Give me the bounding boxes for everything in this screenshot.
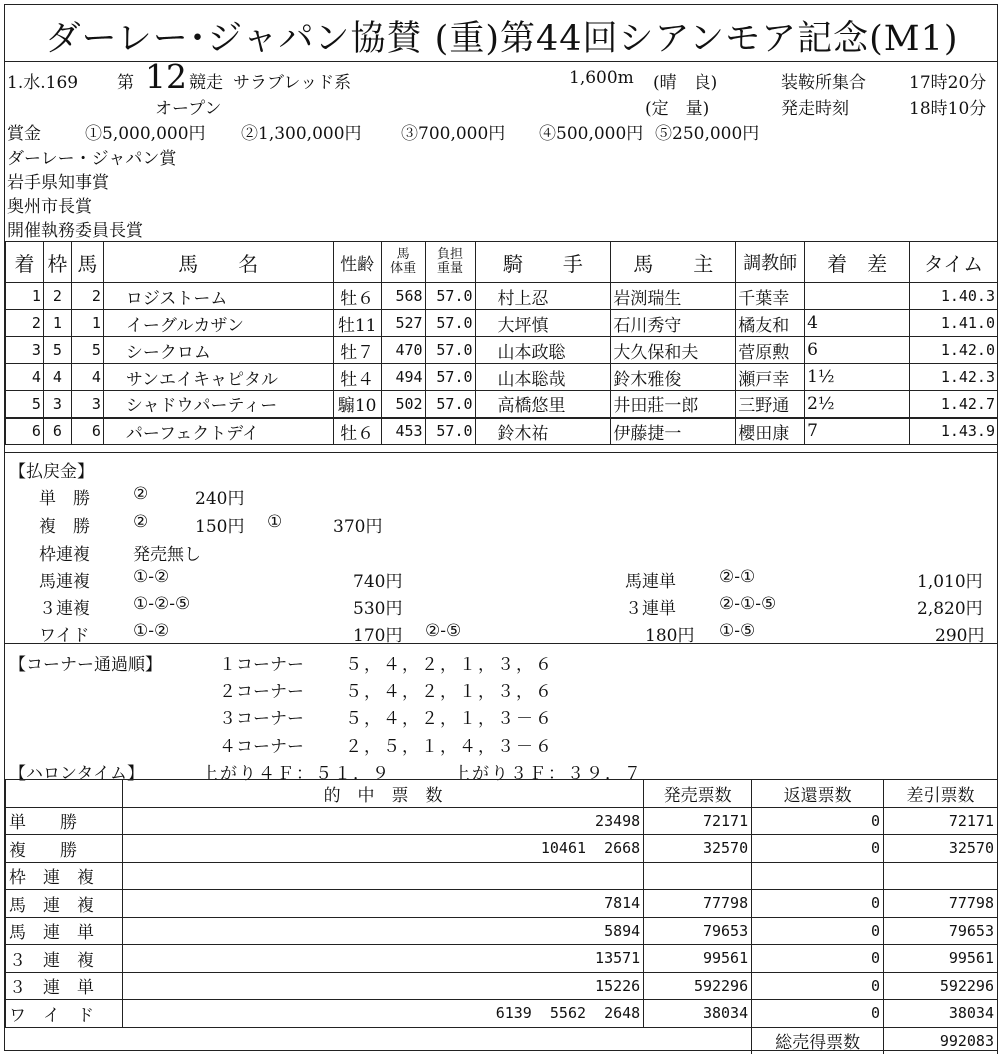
result-trainer: 千葉幸 xyxy=(736,283,805,310)
award-2: 岩手県知事賞 xyxy=(7,173,109,193)
fukusho-amount-2: 370円 xyxy=(333,517,383,537)
wide-amount-2: 180円 xyxy=(645,626,695,646)
umatan-label: 馬連単 xyxy=(625,572,676,592)
payout-heading: 【払戻金】 xyxy=(9,462,94,482)
corner-2-label: ２コーナー xyxy=(219,682,304,702)
umatan-amount: 1,010円 xyxy=(917,572,983,592)
corner-3-order: ５，４，２，１，３－６ xyxy=(345,709,554,729)
sales-header-blank xyxy=(6,780,123,808)
sales-net: 32570 xyxy=(884,835,998,863)
col-hits: 的 中 票 数 xyxy=(122,780,643,808)
sales-row xyxy=(6,1000,998,1028)
fukusho-combo-1: ② xyxy=(133,512,149,532)
corner-4-order: ２，５，１，４，３－６ xyxy=(345,737,554,757)
result-row xyxy=(6,337,998,364)
result-no: 3 xyxy=(71,391,103,418)
result-burden: 57.0 xyxy=(425,337,475,364)
assembly-time: 17時20分 xyxy=(909,73,987,93)
sales-hits: 7814 xyxy=(122,890,643,918)
result-row xyxy=(6,418,998,445)
prize-label: 賞金 xyxy=(7,124,41,144)
col-sold: 発売票数 xyxy=(644,780,752,808)
result-trainer: 三野通 xyxy=(736,391,805,418)
result-owner: 伊藤捷一 xyxy=(611,418,736,445)
col-burden-top: 負担 xyxy=(437,247,464,262)
result-margin xyxy=(805,283,910,310)
result-row xyxy=(6,391,998,418)
race-title: ダーレー･ジャパン協賛 (重)第44回シアンモア記念(M1) xyxy=(45,19,959,59)
tansho-amount: 240円 xyxy=(195,489,245,509)
wide-amount-3: 290円 xyxy=(935,626,985,646)
result-rank: 2 xyxy=(6,310,44,337)
result-jockey: 高橋悠里 xyxy=(475,391,611,418)
umaren-label: 馬連複 xyxy=(39,572,90,592)
race-prefix: 第 xyxy=(117,73,134,93)
sales-net: 38034 xyxy=(884,1000,998,1028)
col-weight-top: 馬 xyxy=(396,247,410,262)
sales-net xyxy=(884,862,998,890)
corner-4-label: ４コーナー xyxy=(219,737,304,757)
prize-5: ⑤250,000円 xyxy=(655,124,760,144)
sales-sold: 79653 xyxy=(644,917,752,945)
sales-label: 枠 連 複 xyxy=(6,862,123,890)
col-refund: 返還票数 xyxy=(752,780,884,808)
result-weight: 568 xyxy=(381,283,425,310)
result-no: 5 xyxy=(71,337,103,364)
result-frame: 3 xyxy=(43,391,71,418)
col-sex-age: 性齢 xyxy=(333,242,381,283)
sales-row xyxy=(6,917,998,945)
distance: 1,600m xyxy=(569,68,634,88)
fukusho-amount-1: 150円 xyxy=(195,517,245,537)
sanrenpuku-amount: 530円 xyxy=(353,599,403,619)
umaren-amount: 740円 xyxy=(353,572,403,592)
sales-label: 単 勝 xyxy=(6,807,123,835)
sales-refund: 0 xyxy=(752,917,884,945)
result-margin: 2½ xyxy=(805,391,910,418)
sales-net: 592296 xyxy=(884,972,998,1000)
umatan-combo: ②-① xyxy=(719,567,756,587)
result-row xyxy=(6,310,998,337)
prize-1: ①5,000,000円 xyxy=(85,124,206,144)
sanrenpuku-label: ３連複 xyxy=(39,599,90,619)
result-time: 1.43.9 xyxy=(910,418,998,445)
result-name: シークロム xyxy=(103,337,333,364)
sales-sold: 72171 xyxy=(644,807,752,835)
result-burden: 57.0 xyxy=(425,418,475,445)
result-frame: 2 xyxy=(43,283,71,310)
sales-total-row xyxy=(6,1027,998,1054)
result-sexage: 牡６ xyxy=(333,418,381,445)
col-weight-bottom: 体重 xyxy=(390,261,417,276)
sales-refund: 0 xyxy=(752,835,884,863)
col-trainer: 調教師 xyxy=(736,242,805,283)
sales-label: 馬 連 単 xyxy=(6,917,123,945)
sales-label: 複 勝 xyxy=(6,835,123,863)
result-burden: 57.0 xyxy=(425,364,475,391)
result-name: サンエイキャピタル xyxy=(103,364,333,391)
result-rank: 6 xyxy=(6,418,44,445)
result-weight: 502 xyxy=(381,391,425,418)
sales-net: 99561 xyxy=(884,945,998,973)
sales-label: ３ 連 複 xyxy=(6,945,123,973)
col-frame: 枠 xyxy=(43,242,71,283)
col-burden xyxy=(425,242,475,283)
sales-hits: 10461 2668 xyxy=(122,835,643,863)
result-owner: 岩渕瑞生 xyxy=(611,283,736,310)
tansho-label: 単 勝 xyxy=(39,489,90,509)
umaren-combo: ①-② xyxy=(133,567,170,587)
sales-hits: 23498 xyxy=(122,807,643,835)
result-burden: 57.0 xyxy=(425,310,475,337)
sales-sold: 38034 xyxy=(644,1000,752,1028)
sales-table xyxy=(5,779,998,1054)
sales-row xyxy=(6,972,998,1000)
award-4: 開催執務委員長賞 xyxy=(7,221,143,241)
result-row xyxy=(6,283,998,310)
result-margin: 4 xyxy=(805,310,910,337)
sales-hits: 5894 xyxy=(122,917,643,945)
result-no: 1 xyxy=(71,310,103,337)
result-rank: 3 xyxy=(6,337,44,364)
sales-refund: 0 xyxy=(752,1000,884,1028)
wide-label: ワイド xyxy=(39,626,90,646)
col-jockey: 騎 手 xyxy=(475,242,611,283)
last-3f: 上がり３Ｆ：３９．７ xyxy=(453,764,643,784)
results-table xyxy=(5,241,998,445)
sanrenpuku-combo: ①-②-⑤ xyxy=(133,594,191,614)
corner-1-order: ５，４，２，１，３，６ xyxy=(345,655,554,675)
corner-1-label: １コーナー xyxy=(219,655,304,675)
award-3: 奥州市長賞 xyxy=(7,197,92,217)
result-rank: 4 xyxy=(6,364,44,391)
result-time: 1.42.0 xyxy=(910,337,998,364)
col-horse-no: 馬 xyxy=(71,242,103,283)
sales-row xyxy=(6,807,998,835)
sales-row xyxy=(6,862,998,890)
race-number: 12 xyxy=(145,57,187,96)
sales-sold: 77798 xyxy=(644,890,752,918)
start-label: 発走時刻 xyxy=(781,99,849,119)
result-time: 1.40.3 xyxy=(910,283,998,310)
sales-label: 馬 連 複 xyxy=(6,890,123,918)
result-burden: 57.0 xyxy=(425,283,475,310)
result-jockey: 山本聡哉 xyxy=(475,364,611,391)
date-venue: 1.水.169 xyxy=(7,73,79,93)
result-owner: 井田莊一郎 xyxy=(611,391,736,418)
furlong-heading: 【ハロンタイム】 xyxy=(9,764,144,784)
wide-combo-2: ②-⑤ xyxy=(425,621,462,641)
sales-refund: 0 xyxy=(752,807,884,835)
result-rank: 1 xyxy=(6,283,44,310)
wakuren-text: 発売無し xyxy=(133,545,201,565)
col-rank: 着 xyxy=(6,242,44,283)
fukusho-combo-2: ① xyxy=(267,512,283,532)
prize-4: ④500,000円 xyxy=(539,124,644,144)
sales-sold: 592296 xyxy=(644,972,752,1000)
result-time: 1.41.0 xyxy=(910,310,998,337)
sanrentan-combo: ②-①-⑤ xyxy=(719,594,777,614)
sales-row xyxy=(6,945,998,973)
sales-hits: 13571 xyxy=(122,945,643,973)
sales-refund: 0 xyxy=(752,972,884,1000)
race-class: オープン xyxy=(155,99,222,119)
result-no: 4 xyxy=(71,364,103,391)
sales-sold xyxy=(644,862,752,890)
wakuren-label: 枠連複 xyxy=(39,545,90,565)
result-owner: 大久保和夫 xyxy=(611,337,736,364)
total-value: 992083 xyxy=(884,1027,998,1054)
result-trainer: 橘友和 xyxy=(736,310,805,337)
sales-refund: 0 xyxy=(752,945,884,973)
result-time: 1.42.7 xyxy=(910,391,998,418)
col-horse-name: 馬 名 xyxy=(103,242,333,283)
sales-sold: 32570 xyxy=(644,835,752,863)
result-no: 2 xyxy=(71,283,103,310)
result-owner: 石川秀守 xyxy=(611,310,736,337)
tansho-combo: ② xyxy=(133,484,149,504)
race-suffix: 競走 xyxy=(189,73,223,93)
sales-hits: 15226 xyxy=(122,972,643,1000)
result-burden: 57.0 xyxy=(425,391,475,418)
sanrentan-label: ３連単 xyxy=(625,599,676,619)
result-trainer: 瀬戸幸 xyxy=(736,364,805,391)
result-jockey: 山本政聡 xyxy=(475,337,611,364)
col-owner: 馬 主 xyxy=(611,242,736,283)
result-sexage: 牡４ xyxy=(333,364,381,391)
corner-heading: 【コーナー通過順】 xyxy=(9,655,162,675)
sales-header-row xyxy=(6,780,998,808)
fukusho-label: 複 勝 xyxy=(39,517,90,537)
result-row xyxy=(6,364,998,391)
result-jockey: 鈴木祐 xyxy=(475,418,611,445)
col-weight xyxy=(381,242,425,283)
results-header-row xyxy=(6,242,998,283)
sales-refund: 0 xyxy=(752,890,884,918)
start-time: 18時10分 xyxy=(909,99,987,119)
sanrentan-amount: 2,820円 xyxy=(917,599,983,619)
corner-3-label: ３コーナー xyxy=(219,709,304,729)
divider xyxy=(5,452,997,453)
result-jockey: 村上忍 xyxy=(475,283,611,310)
result-name: イーグルカザン xyxy=(103,310,333,337)
result-owner: 鈴木雅俊 xyxy=(611,364,736,391)
weight-rule: (定 量) xyxy=(645,99,710,119)
result-weight: 494 xyxy=(381,364,425,391)
col-net: 差引票数 xyxy=(884,780,998,808)
total-blank xyxy=(6,1027,752,1054)
sales-net: 72171 xyxy=(884,807,998,835)
wide-combo-1: ①-② xyxy=(133,621,170,641)
col-time: タイム xyxy=(910,242,998,283)
result-weight: 470 xyxy=(381,337,425,364)
sales-row xyxy=(6,835,998,863)
result-margin: 7 xyxy=(805,418,910,445)
sales-row xyxy=(6,890,998,918)
divider xyxy=(5,643,997,644)
sales-refund xyxy=(752,862,884,890)
wide-combo-3: ①-⑤ xyxy=(719,621,756,641)
sales-net: 77798 xyxy=(884,890,998,918)
result-name: パーフェクトデイ xyxy=(103,418,333,445)
result-frame: 6 xyxy=(43,418,71,445)
prize-3: ③700,000円 xyxy=(401,124,506,144)
col-margin: 着 差 xyxy=(805,242,910,283)
result-weight: 527 xyxy=(381,310,425,337)
result-sexage: 牡７ xyxy=(333,337,381,364)
total-label: 総売得票数 xyxy=(752,1027,884,1054)
sales-label: ３ 連 単 xyxy=(6,972,123,1000)
result-jockey: 大坪慎 xyxy=(475,310,611,337)
sales-hits xyxy=(122,862,643,890)
result-time: 1.42.3 xyxy=(910,364,998,391)
assembly-label: 装鞍所集合 xyxy=(781,73,866,93)
result-frame: 1 xyxy=(43,310,71,337)
award-1: ダーレー・ジャパン賞 xyxy=(7,149,177,169)
result-name: ロジストーム xyxy=(103,283,333,310)
sales-net: 79653 xyxy=(884,917,998,945)
result-sexage: 牡６ xyxy=(333,283,381,310)
result-trainer: 櫻田康 xyxy=(736,418,805,445)
sales-label: ワ イ ド xyxy=(6,1000,123,1028)
sales-hits: 6139 5562 2648 xyxy=(122,1000,643,1028)
result-trainer: 菅原勲 xyxy=(736,337,805,364)
result-frame: 4 xyxy=(43,364,71,391)
result-weight: 453 xyxy=(381,418,425,445)
result-no: 6 xyxy=(71,418,103,445)
col-burden-bottom: 重量 xyxy=(437,261,464,276)
breed: サラブレッド系 xyxy=(233,73,352,93)
result-sheet xyxy=(4,4,998,1054)
result-margin: 6 xyxy=(805,337,910,364)
result-margin: 1½ xyxy=(805,364,910,391)
wide-amount-1: 170円 xyxy=(353,626,403,646)
last-4f: 上がり４Ｆ：５１．９ xyxy=(201,764,391,784)
sales-sold: 99561 xyxy=(644,945,752,973)
result-frame: 5 xyxy=(43,337,71,364)
result-name: シャドウパーティー xyxy=(103,391,333,418)
result-rank: 5 xyxy=(6,391,44,418)
weather: (晴 良) xyxy=(653,73,718,93)
result-sexage: 牡11 xyxy=(333,310,381,337)
corner-2-order: ５，４，２，１，３，６ xyxy=(345,682,554,702)
result-sexage: 騸10 xyxy=(333,391,381,418)
prize-2: ②1,300,000円 xyxy=(241,124,362,144)
